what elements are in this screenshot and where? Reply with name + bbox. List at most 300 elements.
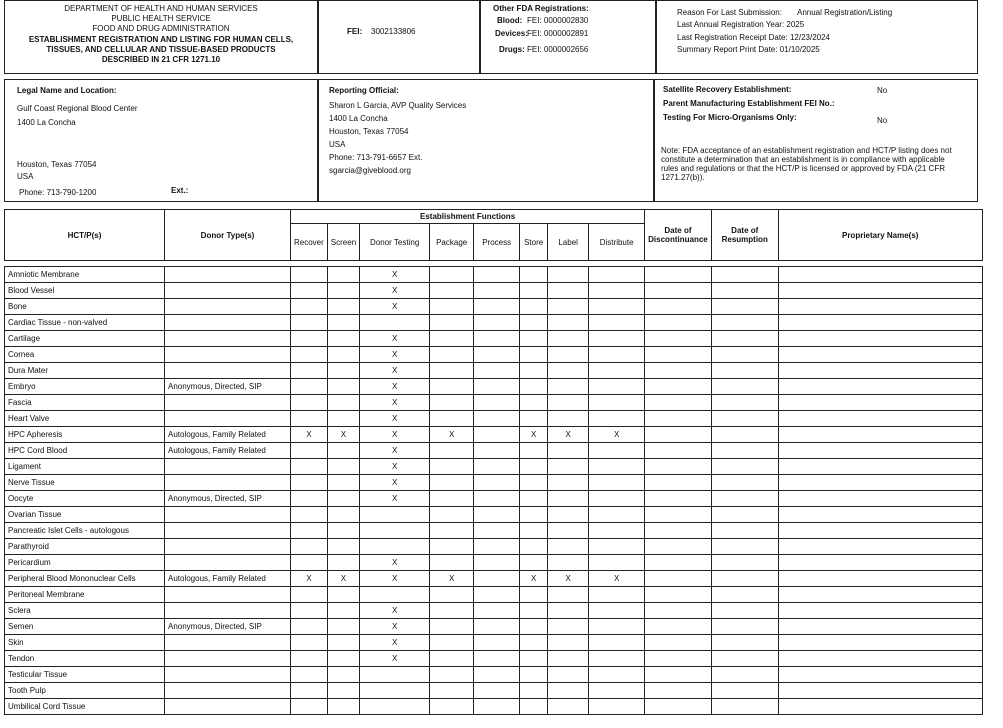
drugs-label: Drugs: — [499, 45, 525, 54]
hctp-name-cell: Tooth Pulp — [5, 683, 165, 699]
donor-type-cell — [165, 315, 291, 331]
blood-value: FEI: 0000002830 — [527, 16, 589, 25]
function-mark-cell — [520, 395, 548, 411]
form-title-line-3: DESCRIBED IN 21 CFR 1271.10 — [101, 55, 221, 64]
function-header-distribute: Distribute — [589, 224, 645, 261]
agency-header — [4, 0, 318, 74]
donor-type-cell — [165, 539, 291, 555]
resume-line-1: Date of — [731, 226, 759, 235]
devices-value: FEI: 0000002891 — [527, 29, 589, 38]
other-reg-title: Other FDA Registrations: — [493, 4, 589, 13]
function-mark-cell — [291, 363, 328, 379]
function-mark-cell: X — [360, 635, 430, 651]
function-mark-cell — [520, 507, 548, 523]
table-row — [5, 651, 983, 667]
function-mark-cell — [430, 363, 474, 379]
proprietary-name-cell — [778, 315, 982, 331]
fei-value: 3002133806 — [371, 27, 416, 36]
discont-line-1: Date of — [664, 226, 692, 235]
resumption-cell — [711, 587, 778, 603]
function-mark-cell — [520, 443, 548, 459]
discontinuance-cell — [645, 315, 712, 331]
function-mark-cell — [548, 283, 589, 299]
function-mark-cell — [430, 395, 474, 411]
discontinuance-cell — [645, 603, 712, 619]
satellite-label: Satellite Recovery Establishment: — [663, 85, 792, 94]
hctp-name-cell: Nerve Tissue — [5, 475, 165, 491]
function-mark-cell — [327, 491, 359, 507]
table-row — [5, 395, 983, 411]
table-row — [5, 635, 983, 651]
function-mark-cell: X — [360, 331, 430, 347]
function-mark-cell — [430, 603, 474, 619]
blood-label: Blood: — [497, 16, 523, 25]
hctp-name-cell: Sclera — [5, 603, 165, 619]
function-mark-cell — [291, 379, 328, 395]
col-header-donor: Donor Type(s) — [165, 210, 291, 261]
function-mark-cell — [474, 427, 520, 443]
function-mark-cell — [327, 299, 359, 315]
col-header-resumption — [711, 210, 778, 261]
discontinuance-cell — [645, 379, 712, 395]
function-mark-cell — [430, 619, 474, 635]
function-mark-cell — [327, 539, 359, 555]
function-mark-cell — [548, 507, 589, 523]
function-mark-cell: X — [360, 299, 430, 315]
function-mark-cell — [291, 603, 328, 619]
hctp-name-cell: Tendon — [5, 651, 165, 667]
discontinuance-cell — [645, 347, 712, 363]
table-row — [5, 683, 983, 699]
table-row — [5, 555, 983, 571]
form-title-line-1: ESTABLISHMENT REGISTRATION AND LISTING FOR HUMAN CELLS, — [28, 35, 294, 44]
legal-ext: Ext.: — [171, 186, 189, 195]
function-mark-cell — [548, 443, 589, 459]
table-row — [5, 539, 983, 555]
function-header-screen: Screen — [327, 224, 359, 261]
function-mark-cell — [291, 667, 328, 683]
legal-name: Gulf Coast Regional Blood Center — [17, 104, 138, 113]
agency-line-3: FOOD AND DRUG ADMINISTRATION — [92, 24, 230, 33]
hctp-name-cell: Blood Vessel — [5, 283, 165, 299]
function-mark-cell — [589, 555, 645, 571]
function-mark-cell — [548, 379, 589, 395]
function-mark-cell — [520, 667, 548, 683]
function-mark-cell — [589, 395, 645, 411]
function-mark-cell — [589, 331, 645, 347]
table-row — [5, 619, 983, 635]
function-mark-cell — [430, 347, 474, 363]
resumption-cell — [711, 475, 778, 491]
resumption-cell — [711, 331, 778, 347]
resumption-cell — [711, 523, 778, 539]
discontinuance-cell — [645, 267, 712, 283]
function-mark-cell — [548, 411, 589, 427]
note-line-3: rules and regulations or that the HCT/P is licensed or approved by FDA (21 CFR — [661, 164, 945, 173]
hctp-name-cell: Embryo — [5, 379, 165, 395]
table-row — [5, 331, 983, 347]
function-mark-cell — [520, 379, 548, 395]
resumption-cell — [711, 539, 778, 555]
legal-country: USA — [17, 172, 34, 181]
function-mark-cell — [589, 523, 645, 539]
function-mark-cell — [327, 683, 359, 699]
function-mark-cell — [548, 555, 589, 571]
function-mark-cell — [548, 475, 589, 491]
donor-type-cell — [165, 603, 291, 619]
discontinuance-cell — [645, 395, 712, 411]
function-mark-cell — [548, 331, 589, 347]
resumption-cell — [711, 651, 778, 667]
function-mark-cell — [430, 651, 474, 667]
table-row — [5, 587, 983, 603]
function-mark-cell: X — [360, 603, 430, 619]
resumption-cell — [711, 507, 778, 523]
table-row — [5, 699, 983, 715]
hctp-name-cell: Heart Valve — [5, 411, 165, 427]
function-mark-cell: X — [360, 411, 430, 427]
function-mark-cell: X — [360, 267, 430, 283]
fei-header — [318, 0, 480, 74]
function-mark-cell — [589, 683, 645, 699]
function-header-donor-testing: Donor Testing — [360, 224, 430, 261]
hctp-name-cell: Dura Mater — [5, 363, 165, 379]
function-mark-cell — [327, 667, 359, 683]
function-mark-cell — [430, 635, 474, 651]
function-mark-cell — [589, 315, 645, 331]
resumption-cell — [711, 555, 778, 571]
function-mark-cell: X — [360, 491, 430, 507]
proprietary-name-cell — [778, 283, 982, 299]
discontinuance-cell — [645, 491, 712, 507]
proprietary-name-cell — [778, 603, 982, 619]
donor-type-cell — [165, 267, 291, 283]
testing-label: Testing For Micro-Organisms Only: — [663, 113, 797, 122]
function-mark-cell — [430, 299, 474, 315]
proprietary-name-cell — [778, 699, 982, 715]
legal-phone: Phone: 713-790-1200 — [19, 188, 97, 197]
donor-type-cell — [165, 299, 291, 315]
donor-type-cell — [165, 395, 291, 411]
discontinuance-cell — [645, 283, 712, 299]
function-mark-cell — [474, 283, 520, 299]
function-mark-cell — [589, 459, 645, 475]
discont-line-2: Discontinuance — [648, 235, 708, 244]
hctp-name-cell: Testicular Tissue — [5, 667, 165, 683]
resumption-cell — [711, 699, 778, 715]
function-mark-cell: X — [589, 571, 645, 587]
print-date: Summary Report Print Date: 01/10/2025 — [677, 45, 820, 54]
function-mark-cell — [430, 491, 474, 507]
proprietary-name-cell — [778, 491, 982, 507]
function-mark-cell — [474, 379, 520, 395]
function-mark-cell — [430, 667, 474, 683]
function-mark-cell — [430, 475, 474, 491]
function-mark-cell — [327, 587, 359, 603]
hctp-listing-table — [4, 209, 983, 715]
donor-type-cell — [165, 555, 291, 571]
function-mark-cell: X — [360, 619, 430, 635]
function-mark-cell — [327, 267, 359, 283]
legal-city: Houston, Texas 77054 — [17, 160, 97, 169]
function-mark-cell — [548, 267, 589, 283]
hctp-name-cell: Fascia — [5, 395, 165, 411]
discontinuance-cell — [645, 459, 712, 475]
function-mark-cell — [291, 459, 328, 475]
function-mark-cell: X — [430, 427, 474, 443]
function-mark-cell — [327, 331, 359, 347]
proprietary-name-cell — [778, 475, 982, 491]
function-mark-cell — [430, 523, 474, 539]
discontinuance-cell — [645, 363, 712, 379]
hctp-name-cell: Ligament — [5, 459, 165, 475]
function-mark-cell — [520, 651, 548, 667]
function-mark-cell — [360, 539, 430, 555]
function-mark-cell — [291, 267, 328, 283]
function-mark-cell — [548, 587, 589, 603]
table-row — [5, 411, 983, 427]
function-mark-cell: X — [327, 427, 359, 443]
other-registrations — [480, 0, 656, 74]
function-mark-cell — [520, 587, 548, 603]
official-email: sgarcia@giveblood.org — [329, 166, 411, 175]
legal-street: 1400 La Concha — [17, 118, 76, 127]
parent-fei-label: Parent Manufacturing Establishment FEI No.: — [663, 99, 835, 108]
function-mark-cell — [474, 395, 520, 411]
hctp-name-cell: Ovarian Tissue — [5, 507, 165, 523]
function-mark-cell — [474, 555, 520, 571]
donor-type-cell: Anonymous, Directed, SIP — [165, 619, 291, 635]
function-mark-cell — [327, 507, 359, 523]
table-row — [5, 379, 983, 395]
proprietary-name-cell — [778, 427, 982, 443]
table-row — [5, 363, 983, 379]
table-row — [5, 507, 983, 523]
table-row — [5, 491, 983, 507]
donor-type-cell — [165, 587, 291, 603]
function-mark-cell — [474, 443, 520, 459]
resumption-cell — [711, 395, 778, 411]
proprietary-name-cell — [778, 571, 982, 587]
proprietary-name-cell — [778, 395, 982, 411]
function-mark-cell — [474, 699, 520, 715]
function-mark-cell — [360, 587, 430, 603]
function-mark-cell — [474, 651, 520, 667]
col-header-discontinuance — [645, 210, 712, 261]
function-mark-cell — [589, 667, 645, 683]
function-header-store: Store — [520, 224, 548, 261]
function-header-package: Package — [430, 224, 474, 261]
function-mark-cell — [327, 363, 359, 379]
resumption-cell — [711, 443, 778, 459]
function-mark-cell — [360, 667, 430, 683]
drugs-value: FEI: 0000002656 — [527, 45, 589, 54]
function-mark-cell — [291, 635, 328, 651]
function-mark-cell — [474, 331, 520, 347]
function-mark-cell — [327, 395, 359, 411]
hctp-name-cell: Skin — [5, 635, 165, 651]
function-mark-cell — [327, 635, 359, 651]
donor-type-cell — [165, 523, 291, 539]
function-mark-cell — [327, 347, 359, 363]
function-mark-cell — [548, 651, 589, 667]
function-mark-cell — [291, 683, 328, 699]
function-mark-cell — [327, 699, 359, 715]
proprietary-name-cell — [778, 363, 982, 379]
function-mark-cell — [520, 299, 548, 315]
function-mark-cell — [589, 699, 645, 715]
function-mark-cell — [520, 523, 548, 539]
resumption-cell — [711, 491, 778, 507]
function-mark-cell — [474, 315, 520, 331]
discontinuance-cell — [645, 571, 712, 587]
resumption-cell — [711, 347, 778, 363]
resumption-cell — [711, 315, 778, 331]
table-row — [5, 427, 983, 443]
proprietary-name-cell — [778, 379, 982, 395]
function-mark-cell: X — [360, 459, 430, 475]
function-mark-cell — [589, 651, 645, 667]
table-row — [5, 315, 983, 331]
function-mark-cell: X — [360, 475, 430, 491]
function-mark-cell — [291, 651, 328, 667]
function-mark-cell — [520, 315, 548, 331]
function-mark-cell — [291, 699, 328, 715]
function-mark-cell — [327, 379, 359, 395]
function-mark-cell — [548, 635, 589, 651]
function-mark-cell — [327, 523, 359, 539]
table-row — [5, 443, 983, 459]
function-mark-cell — [520, 683, 548, 699]
function-mark-cell — [589, 411, 645, 427]
fei-label: FEI: — [347, 27, 363, 36]
last-receipt-date: Last Registration Receipt Date: 12/23/2024 — [677, 33, 830, 42]
table-row — [5, 267, 983, 283]
discontinuance-cell — [645, 523, 712, 539]
discontinuance-cell — [645, 443, 712, 459]
function-mark-cell: X — [360, 363, 430, 379]
proprietary-name-cell — [778, 555, 982, 571]
proprietary-name-cell — [778, 683, 982, 699]
resumption-cell — [711, 427, 778, 443]
proprietary-name-cell — [778, 411, 982, 427]
col-header-functions: Establishment Functions — [291, 210, 645, 224]
function-mark-cell — [327, 603, 359, 619]
function-mark-cell — [291, 283, 328, 299]
function-mark-cell — [291, 587, 328, 603]
function-mark-cell — [589, 283, 645, 299]
function-mark-cell — [360, 523, 430, 539]
proprietary-name-cell — [778, 667, 982, 683]
function-mark-cell — [291, 299, 328, 315]
resumption-cell — [711, 667, 778, 683]
proprietary-name-cell — [778, 587, 982, 603]
function-mark-cell — [291, 507, 328, 523]
function-mark-cell — [589, 443, 645, 459]
hctp-name-cell: Cartilage — [5, 331, 165, 347]
discontinuance-cell — [645, 411, 712, 427]
function-mark-cell — [520, 491, 548, 507]
function-mark-cell: X — [589, 427, 645, 443]
function-mark-cell: X — [548, 571, 589, 587]
function-mark-cell — [520, 363, 548, 379]
donor-type-cell — [165, 475, 291, 491]
resumption-cell — [711, 363, 778, 379]
discontinuance-cell — [645, 475, 712, 491]
function-mark-cell — [474, 347, 520, 363]
function-mark-cell — [430, 539, 474, 555]
function-mark-cell: X — [520, 427, 548, 443]
function-mark-cell — [548, 315, 589, 331]
function-mark-cell — [291, 523, 328, 539]
function-mark-cell — [589, 363, 645, 379]
reporting-official — [318, 79, 654, 202]
proprietary-name-cell — [778, 459, 982, 475]
resumption-cell — [711, 571, 778, 587]
function-mark-cell — [548, 683, 589, 699]
table-row — [5, 523, 983, 539]
resumption-cell — [711, 619, 778, 635]
function-mark-cell — [520, 267, 548, 283]
discontinuance-cell — [645, 619, 712, 635]
function-mark-cell — [548, 539, 589, 555]
resumption-cell — [711, 603, 778, 619]
donor-type-cell — [165, 283, 291, 299]
function-mark-cell — [589, 635, 645, 651]
resumption-cell — [711, 635, 778, 651]
donor-type-cell — [165, 651, 291, 667]
function-header-recover: Recover — [291, 224, 328, 261]
function-mark-cell — [548, 523, 589, 539]
function-mark-cell — [474, 491, 520, 507]
donor-type-cell — [165, 411, 291, 427]
function-mark-cell — [474, 587, 520, 603]
function-mark-cell — [474, 363, 520, 379]
note-line-2: constitute a determination that an establishment is in compliance with applicable — [661, 155, 945, 164]
hctp-name-cell: Pericardium — [5, 555, 165, 571]
function-mark-cell — [360, 699, 430, 715]
discontinuance-cell — [645, 331, 712, 347]
hctp-name-cell: Oocyte — [5, 491, 165, 507]
function-mark-cell — [291, 491, 328, 507]
donor-type-cell: Autologous, Family Related — [165, 427, 291, 443]
col-header-hctp: HCT/P(s) — [5, 210, 165, 261]
resumption-cell — [711, 411, 778, 427]
satellite-info — [654, 79, 978, 202]
function-mark-cell — [589, 603, 645, 619]
function-mark-cell — [474, 267, 520, 283]
legal-name-location — [4, 79, 318, 202]
proprietary-name-cell — [778, 635, 982, 651]
function-mark-cell — [291, 347, 328, 363]
discontinuance-cell — [645, 699, 712, 715]
proprietary-name-cell — [778, 267, 982, 283]
function-mark-cell — [430, 459, 474, 475]
function-mark-cell — [291, 619, 328, 635]
function-mark-cell: X — [360, 283, 430, 299]
function-mark-cell — [589, 267, 645, 283]
function-mark-cell — [474, 667, 520, 683]
donor-type-cell — [165, 683, 291, 699]
proprietary-name-cell — [778, 347, 982, 363]
proprietary-name-cell — [778, 539, 982, 555]
agency-line-1: DEPARTMENT OF HEALTH AND HUMAN SERVICES — [64, 4, 258, 13]
resume-line-2: Resumption — [721, 235, 768, 244]
hctp-name-cell: HPC Cord Blood — [5, 443, 165, 459]
donor-type-cell — [165, 699, 291, 715]
donor-type-cell — [165, 667, 291, 683]
hctp-name-cell: Peripheral Blood Mononuclear Cells — [5, 571, 165, 587]
